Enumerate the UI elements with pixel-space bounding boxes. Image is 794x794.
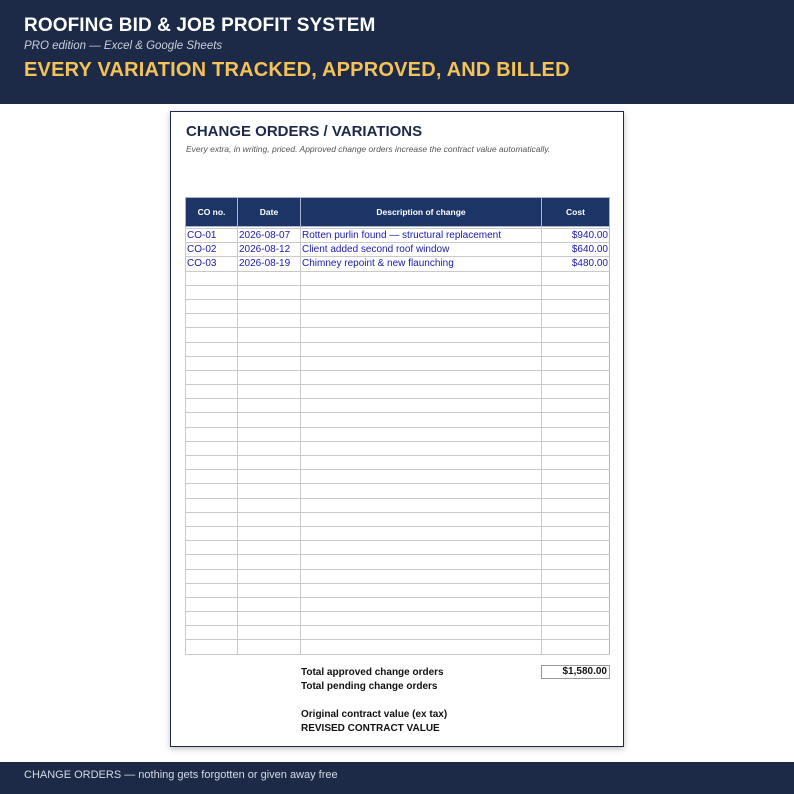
description-cell[interactable] (301, 356, 542, 370)
cost-cell[interactable] (542, 385, 610, 399)
cost-cell[interactable]: $480.00 (542, 257, 610, 271)
date-cell[interactable] (238, 612, 301, 626)
co-number-cell[interactable] (186, 640, 238, 654)
cost-cell[interactable] (542, 299, 610, 313)
co-number-cell[interactable] (186, 342, 238, 356)
co-number-cell[interactable] (186, 385, 238, 399)
product-subtitle: PRO edition — Excel & Google Sheets (24, 40, 223, 52)
empty-table-row (186, 597, 610, 611)
date-cell[interactable] (238, 569, 301, 583)
co-number-cell[interactable] (186, 484, 238, 498)
total-approved-label: Total approved change orders (301, 667, 444, 678)
date-cell[interactable] (238, 597, 301, 611)
empty-table-row (186, 484, 610, 498)
co-number-cell[interactable]: CO-03 (186, 257, 238, 271)
column-header-description: Description of change (301, 198, 542, 227)
empty-table-row (186, 526, 610, 540)
empty-table-row (186, 640, 610, 654)
cost-cell[interactable] (542, 370, 610, 384)
revised-contract-label: REVISED CONTRACT VALUE (301, 723, 440, 734)
cost-cell[interactable] (542, 456, 610, 470)
description-cell[interactable] (301, 555, 542, 569)
empty-table-row (186, 626, 610, 640)
cost-cell[interactable] (542, 441, 610, 455)
date-cell[interactable] (238, 342, 301, 356)
date-cell[interactable] (238, 626, 301, 640)
co-number-cell[interactable]: CO-01 (186, 229, 238, 243)
empty-table-row (186, 427, 610, 441)
empty-table-row (186, 569, 610, 583)
product-tagline: EVERY VARIATION TRACKED, APPROVED, AND BILLED (24, 59, 570, 81)
total-approved-value[interactable]: $1,580.00 (541, 665, 610, 679)
empty-table-row (186, 470, 610, 484)
co-number-cell[interactable] (186, 314, 238, 328)
change-orders-table (185, 197, 610, 655)
description-cell[interactable] (301, 569, 542, 583)
description-cell[interactable] (301, 285, 542, 299)
empty-table-row (186, 555, 610, 569)
description-cell[interactable] (301, 498, 542, 512)
date-cell[interactable] (238, 285, 301, 299)
description-cell[interactable] (301, 597, 542, 611)
empty-table-row (186, 498, 610, 512)
co-number-cell[interactable] (186, 356, 238, 370)
description-cell[interactable] (301, 370, 542, 384)
empty-table-row (186, 356, 610, 370)
empty-table-row (186, 328, 610, 342)
description-cell[interactable] (301, 399, 542, 413)
co-number-cell[interactable] (186, 498, 238, 512)
co-number-cell[interactable] (186, 597, 238, 611)
table-header-row (186, 198, 610, 227)
sheet-subtitle: Every extra, in writing, priced. Approved change orders increase the contract value automatically. (186, 144, 551, 154)
cost-cell[interactable] (542, 640, 610, 654)
cost-cell[interactable]: $640.00 (542, 243, 610, 257)
date-cell[interactable] (238, 413, 301, 427)
description-cell[interactable] (301, 385, 542, 399)
co-number-cell[interactable] (186, 427, 238, 441)
date-cell[interactable] (238, 271, 301, 285)
empty-table-row (186, 541, 610, 555)
empty-table-row (186, 413, 610, 427)
description-cell[interactable] (301, 271, 542, 285)
description-cell[interactable] (301, 470, 542, 484)
empty-table-row (186, 370, 610, 384)
description-cell[interactable] (301, 413, 542, 427)
cost-cell[interactable] (542, 498, 610, 512)
description-cell[interactable] (301, 299, 542, 313)
description-cell[interactable] (301, 640, 542, 654)
date-cell[interactable] (238, 399, 301, 413)
description-cell[interactable] (301, 484, 542, 498)
cost-cell[interactable] (542, 583, 610, 597)
description-cell[interactable] (301, 328, 542, 342)
date-cell[interactable] (238, 356, 301, 370)
co-number-cell[interactable] (186, 441, 238, 455)
description-cell[interactable] (301, 441, 542, 455)
table-row (186, 257, 610, 271)
description-cell[interactable]: Client added second roof window (301, 243, 542, 257)
date-cell[interactable] (238, 512, 301, 526)
cost-cell[interactable] (542, 342, 610, 356)
co-number-cell[interactable] (186, 526, 238, 540)
date-cell[interactable] (238, 385, 301, 399)
change-orders-sheet (170, 111, 624, 747)
cost-cell[interactable] (542, 512, 610, 526)
empty-table-row (186, 314, 610, 328)
total-pending-label: Total pending change orders (301, 681, 438, 692)
date-cell[interactable]: 2026-08-19 (238, 257, 301, 271)
co-number-cell[interactable] (186, 370, 238, 384)
description-cell[interactable] (301, 456, 542, 470)
date-cell[interactable] (238, 498, 301, 512)
date-cell[interactable] (238, 427, 301, 441)
date-cell[interactable] (238, 484, 301, 498)
cost-cell[interactable] (542, 626, 610, 640)
column-header-cost: Cost (542, 198, 610, 227)
empty-table-row (186, 456, 610, 470)
footer-banner (0, 762, 794, 794)
cost-cell[interactable] (542, 597, 610, 611)
date-cell[interactable] (238, 583, 301, 597)
co-number-cell[interactable] (186, 569, 238, 583)
description-cell[interactable] (301, 583, 542, 597)
description-cell[interactable] (301, 314, 542, 328)
date-cell[interactable] (238, 470, 301, 484)
description-cell[interactable] (301, 512, 542, 526)
empty-table-row (186, 583, 610, 597)
date-cell[interactable]: 2026-08-07 (238, 229, 301, 243)
description-cell[interactable] (301, 626, 542, 640)
sheet-title: CHANGE ORDERS / VARIATIONS (186, 123, 423, 140)
cost-cell[interactable] (542, 399, 610, 413)
co-number-cell[interactable] (186, 583, 238, 597)
co-number-cell[interactable] (186, 541, 238, 555)
co-number-cell[interactable] (186, 512, 238, 526)
column-header-date: Date (238, 198, 301, 227)
empty-table-row (186, 612, 610, 626)
co-number-cell[interactable] (186, 328, 238, 342)
co-number-cell[interactable] (186, 612, 238, 626)
footer-text: CHANGE ORDERS — nothing gets forgotten or given away free (24, 769, 338, 781)
table-row (186, 243, 610, 257)
cost-cell[interactable] (542, 427, 610, 441)
date-cell[interactable]: 2026-08-12 (238, 243, 301, 257)
description-cell[interactable] (301, 342, 542, 356)
empty-table-row (186, 271, 610, 285)
cost-cell[interactable] (542, 526, 610, 540)
co-number-cell[interactable] (186, 555, 238, 569)
date-cell[interactable] (238, 328, 301, 342)
date-cell[interactable] (238, 370, 301, 384)
cost-cell[interactable] (542, 484, 610, 498)
product-title: ROOFING BID & JOB PROFIT SYSTEM (24, 15, 376, 36)
cost-cell[interactable] (542, 314, 610, 328)
empty-table-row (186, 299, 610, 313)
cost-cell[interactable] (542, 285, 610, 299)
empty-table-row (186, 441, 610, 455)
co-number-cell[interactable] (186, 271, 238, 285)
date-cell[interactable] (238, 640, 301, 654)
date-cell[interactable] (238, 526, 301, 540)
co-number-cell[interactable]: CO-02 (186, 243, 238, 257)
cost-cell[interactable] (542, 470, 610, 484)
description-cell[interactable]: Chimney repoint & new flaunching (301, 257, 542, 271)
date-cell[interactable] (238, 555, 301, 569)
description-cell[interactable] (301, 612, 542, 626)
original-contract-label: Original contract value (ex tax) (301, 709, 448, 720)
empty-table-row (186, 385, 610, 399)
co-number-cell[interactable] (186, 285, 238, 299)
cost-cell[interactable] (542, 328, 610, 342)
date-cell[interactable] (238, 299, 301, 313)
description-cell[interactable] (301, 526, 542, 540)
cost-cell[interactable] (542, 555, 610, 569)
cost-cell[interactable] (542, 413, 610, 427)
cost-cell[interactable] (542, 569, 610, 583)
empty-table-row (186, 342, 610, 356)
date-cell[interactable] (238, 541, 301, 555)
empty-table-row (186, 512, 610, 526)
cost-cell[interactable]: $940.00 (542, 229, 610, 243)
co-number-cell[interactable] (186, 299, 238, 313)
co-number-cell[interactable] (186, 399, 238, 413)
description-cell[interactable]: Rotten purlin found — structural replacement (301, 229, 542, 243)
table-row (186, 229, 610, 243)
empty-table-row (186, 285, 610, 299)
co-number-cell[interactable] (186, 626, 238, 640)
cost-cell[interactable] (542, 356, 610, 370)
date-cell[interactable] (238, 441, 301, 455)
header-banner (0, 0, 794, 104)
cost-cell[interactable] (542, 271, 610, 285)
co-number-cell[interactable] (186, 470, 238, 484)
co-number-cell[interactable] (186, 456, 238, 470)
co-number-cell[interactable] (186, 413, 238, 427)
column-header-co-no: CO no. (186, 198, 238, 227)
date-cell[interactable] (238, 314, 301, 328)
cost-cell[interactable] (542, 612, 610, 626)
description-cell[interactable] (301, 541, 542, 555)
cost-cell[interactable] (542, 541, 610, 555)
empty-table-row (186, 399, 610, 413)
description-cell[interactable] (301, 427, 542, 441)
date-cell[interactable] (238, 456, 301, 470)
